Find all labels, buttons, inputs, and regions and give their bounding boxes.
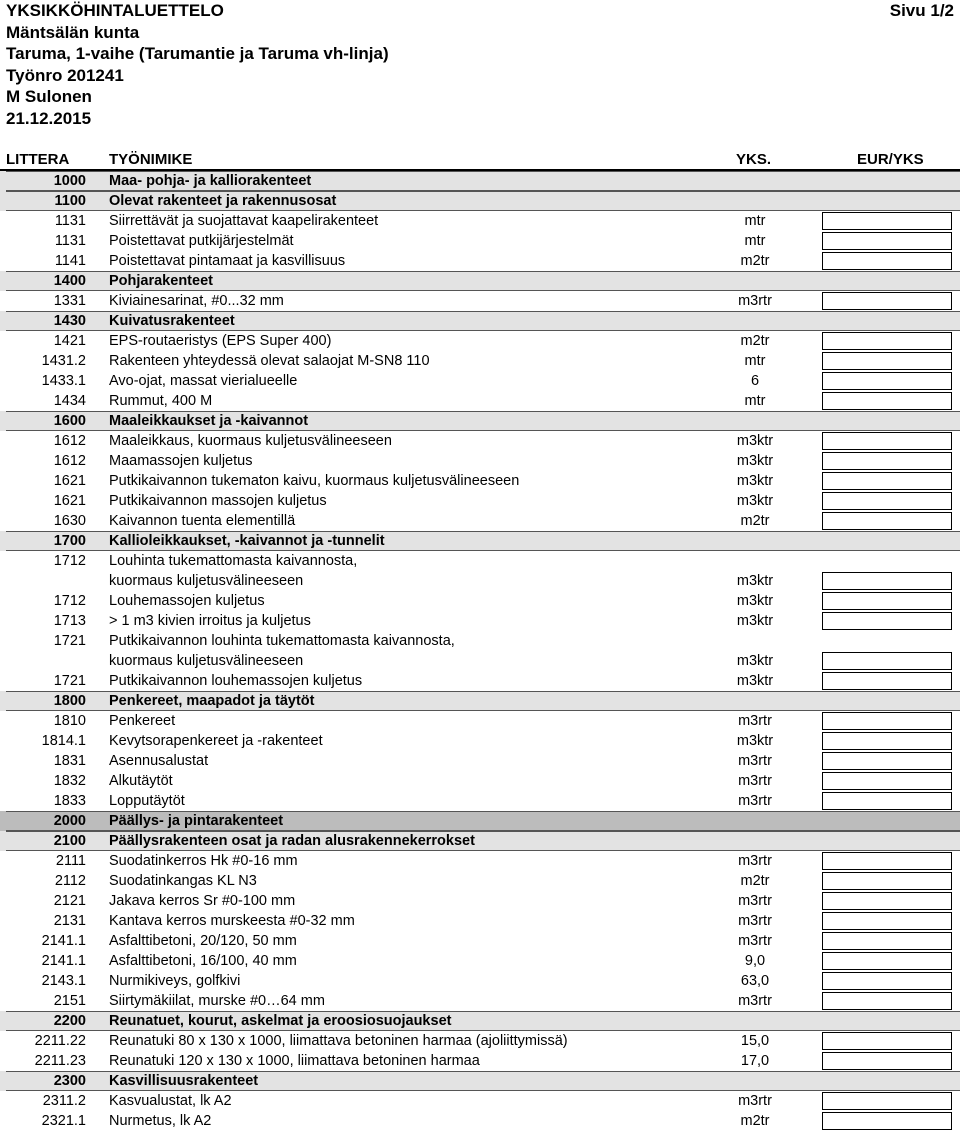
price-entry-box[interactable] — [822, 872, 952, 890]
row-name — [109, 491, 709, 511]
row-code: 1630 — [53, 513, 86, 529]
table-row — [0, 471, 960, 491]
price-entry-box[interactable] — [822, 252, 952, 270]
row-name-line: Jakava kerros Sr #0-100 mm — [109, 893, 296, 909]
row-unit: m3ktr — [736, 653, 774, 669]
row-name — [109, 431, 709, 451]
price-entry-box[interactable] — [822, 992, 952, 1010]
section-row — [0, 311, 960, 331]
row-code: 2000 — [53, 813, 86, 829]
row-code: 1141 — [54, 253, 86, 269]
row-code: 1131 — [54, 213, 86, 229]
row-name — [109, 531, 709, 551]
header-author: M Sulonen — [6, 87, 92, 107]
table-row — [0, 351, 960, 371]
price-entry-box[interactable] — [822, 652, 952, 670]
row-name — [109, 291, 709, 311]
row-code: 1712 — [53, 593, 86, 609]
row-name-line: Kallioleikkaukset, -kaivannot ja -tunnelit — [109, 533, 385, 549]
row-name — [109, 971, 709, 991]
row-unit: m2tr — [740, 1113, 770, 1129]
row-name — [109, 551, 709, 591]
row-name-line: Nurmikiveys, golfkivi — [109, 973, 241, 989]
row-name — [109, 211, 709, 231]
row-name-line: Louhinta tukemattomasta kaivannosta, — [109, 553, 358, 569]
row-code: 1331 — [53, 293, 86, 309]
table-row — [0, 451, 960, 471]
row-name-line: Maaleikkaukset ja -kaivannot — [109, 413, 309, 429]
section-row — [0, 411, 960, 431]
row-unit: mtr — [744, 393, 766, 409]
price-entry-box[interactable] — [822, 972, 952, 990]
row-code: 1814.1 — [41, 733, 86, 749]
row-unit: mtr — [744, 213, 766, 229]
table-row — [0, 211, 960, 231]
row-code: 1833 — [53, 793, 86, 809]
row-name — [109, 1111, 709, 1131]
row-name — [109, 331, 709, 351]
row-name — [109, 911, 709, 931]
table-row — [0, 491, 960, 511]
price-entry-box[interactable] — [822, 932, 952, 950]
table-row — [0, 551, 960, 591]
row-name-line: Rummut, 400 M — [109, 393, 213, 409]
row-unit: m3rtr — [738, 773, 772, 789]
price-entry-box[interactable] — [822, 452, 952, 470]
row-unit: m3ktr — [736, 433, 774, 449]
table-row — [0, 971, 960, 991]
row-name-line: Putkikaivannon louhemassojen kuljetus — [109, 673, 363, 689]
row-name — [109, 271, 709, 291]
column-header-code: LITTERA — [6, 151, 70, 168]
row-code: 1600 — [53, 413, 86, 429]
row-name — [109, 191, 709, 211]
row-code: 2151 — [53, 993, 86, 1009]
row-unit: 63,0 — [740, 973, 770, 989]
header-date: 21.12.2015 — [6, 108, 92, 128]
price-entry-box[interactable] — [822, 1032, 952, 1050]
row-unit: m3rtr — [738, 933, 772, 949]
row-code: 2321.1 — [41, 1113, 86, 1129]
row-name — [109, 1031, 709, 1051]
row-name — [109, 771, 709, 791]
row-code: 2131 — [53, 913, 86, 929]
row-name — [109, 991, 709, 1011]
table-row — [0, 251, 960, 271]
table-row — [0, 391, 960, 411]
price-entry-box[interactable] — [822, 672, 952, 690]
price-entry-box[interactable] — [822, 232, 952, 250]
price-table — [0, 171, 960, 1131]
table-row — [0, 291, 960, 311]
header-work-number: Työnro 201241 — [6, 65, 124, 85]
row-code: 1810 — [53, 713, 86, 729]
row-code: 1434 — [53, 393, 86, 409]
row-name — [109, 831, 709, 851]
row-name — [109, 411, 709, 431]
row-unit: m2tr — [740, 873, 770, 889]
row-name-line: Poistettavat putkijärjestelmät — [109, 233, 294, 249]
price-entry-box[interactable] — [822, 212, 952, 230]
row-code: 1800 — [53, 693, 86, 709]
row-name-line: Pohjarakenteet — [109, 273, 213, 289]
row-name — [109, 591, 709, 611]
row-name — [109, 751, 709, 771]
row-code: 1612 — [53, 453, 86, 469]
table-row — [0, 871, 960, 891]
table-row — [0, 231, 960, 251]
row-name — [109, 391, 709, 411]
row-name-line: Kevytsorapenkereet ja -rakenteet — [109, 733, 323, 749]
row-code: 1131 — [54, 233, 86, 249]
row-code: 1621 — [53, 473, 86, 489]
row-name-line: Maamassojen kuljetus — [109, 453, 253, 469]
row-code: 2143.1 — [41, 973, 86, 989]
table-row — [0, 711, 960, 731]
row-name — [109, 851, 709, 871]
row-name — [109, 1011, 709, 1031]
row-name-line-2: kuormaus kuljetusvälineeseen — [109, 653, 304, 669]
row-name-line: Penkereet, maapadot ja täytöt — [109, 693, 315, 709]
table-row — [0, 1051, 960, 1071]
row-code: 2211.22 — [34, 1033, 86, 1049]
row-name — [109, 371, 709, 391]
price-entry-box[interactable] — [822, 612, 952, 630]
table-row — [0, 671, 960, 691]
row-name-line: Putkikaivannon tukematon kaivu, kuormaus kuljetusvälineeseen — [109, 473, 520, 489]
row-name — [109, 171, 709, 191]
column-header-unit: YKS. — [736, 151, 772, 168]
column-header-price: EUR/YKS — [857, 151, 924, 168]
row-name-line: Louhemassojen kuljetus — [109, 593, 265, 609]
price-entry-box[interactable] — [822, 572, 952, 590]
row-code: 1421 — [53, 333, 86, 349]
table-row — [0, 791, 960, 811]
row-unit: m2tr — [740, 333, 770, 349]
table-row — [0, 1111, 960, 1131]
row-code: 1433.1 — [41, 373, 86, 389]
row-name-line: Avo-ojat, massat vierialueelle — [109, 373, 298, 389]
row-name-line-2: kuormaus kuljetusvälineeseen — [109, 573, 304, 589]
row-name-line: Putkikaivannon massojen kuljetus — [109, 493, 327, 509]
row-code: 2300 — [53, 1073, 86, 1089]
table-row — [0, 591, 960, 611]
section-row — [0, 1071, 960, 1091]
row-name-line: Kantava kerros murskeesta #0-32 mm — [109, 913, 355, 929]
row-name — [109, 1091, 709, 1111]
price-entry-box[interactable] — [822, 512, 952, 530]
row-name-line: Lopputäytöt — [109, 793, 185, 809]
row-unit: m2tr — [740, 253, 770, 269]
row-code: 1431.2 — [41, 353, 86, 369]
row-unit: m2tr — [740, 513, 770, 529]
price-entry-box[interactable] — [822, 952, 952, 970]
price-entry-box[interactable] — [822, 732, 952, 750]
table-row — [0, 611, 960, 631]
table-row — [0, 951, 960, 971]
section-row — [0, 531, 960, 551]
section-row — [0, 1011, 960, 1031]
row-code: 2121 — [53, 893, 86, 909]
row-name-line: Nurmetus, lk A2 — [109, 1113, 212, 1129]
row-unit: m3rtr — [738, 1093, 772, 1109]
row-name — [109, 1051, 709, 1071]
row-name — [109, 931, 709, 951]
price-entry-box[interactable] — [822, 392, 952, 410]
row-name — [109, 451, 709, 471]
price-entry-box[interactable] — [822, 752, 952, 770]
table-row — [0, 331, 960, 351]
row-code: 2112 — [54, 873, 86, 889]
row-name — [109, 631, 709, 671]
row-name — [109, 791, 709, 811]
row-name-line: Kiviainesarinat, #0...32 mm — [109, 293, 284, 309]
row-name-line: Päällys- ja pintarakenteet — [109, 813, 284, 829]
price-entry-box[interactable] — [822, 332, 952, 350]
row-name-line: Kaivannon tuenta elementillä — [109, 513, 296, 529]
price-entry-box[interactable] — [822, 432, 952, 450]
column-header-name: TYÖNIMIKE — [109, 151, 193, 168]
price-entry-box[interactable] — [822, 1112, 952, 1130]
row-name — [109, 471, 709, 491]
row-name — [109, 891, 709, 911]
table-row — [0, 851, 960, 871]
row-name — [109, 951, 709, 971]
row-unit: m3ktr — [736, 673, 774, 689]
row-code: 1721 — [53, 633, 86, 649]
row-code: 1000 — [53, 173, 86, 189]
row-code: 1713 — [53, 613, 86, 629]
table-row — [0, 371, 960, 391]
row-name-line: Suodatinkerros Hk #0-16 mm — [109, 853, 298, 869]
price-entry-box[interactable] — [822, 892, 952, 910]
row-unit: 9,0 — [744, 953, 766, 969]
row-name-line: Asennusalustat — [109, 753, 209, 769]
row-name — [109, 251, 709, 271]
row-name-line: EPS-routaeristys (EPS Super 400) — [109, 333, 332, 349]
row-name-line: Päällysrakenteen osat ja radan alusrakennekerrokset — [109, 833, 475, 849]
row-code: 2200 — [53, 1013, 86, 1029]
price-entry-box[interactable] — [822, 472, 952, 490]
row-code: 2311.2 — [42, 1093, 86, 1109]
row-code: 1700 — [53, 533, 86, 549]
price-entry-box[interactable] — [822, 592, 952, 610]
document-header — [6, 0, 389, 130]
row-name — [109, 511, 709, 531]
section-row — [0, 171, 960, 191]
row-name-line: Alkutäytöt — [109, 773, 173, 789]
row-unit: m3ktr — [736, 453, 774, 469]
row-unit: mtr — [744, 353, 766, 369]
row-name-line: Reunatuki 120 x 130 x 1000, liimattava betoninen harmaa — [109, 1053, 480, 1069]
row-code: 1400 — [53, 273, 86, 289]
row-code: 1612 — [53, 433, 86, 449]
row-unit: mtr — [744, 233, 766, 249]
row-unit: 6 — [750, 373, 760, 389]
table-row — [0, 931, 960, 951]
row-code: 1721 — [53, 673, 86, 689]
row-code: 1832 — [53, 773, 86, 789]
price-entry-box[interactable] — [822, 1052, 952, 1070]
table-row — [0, 731, 960, 751]
table-row — [0, 991, 960, 1011]
row-name-line: Penkereet — [109, 713, 176, 729]
row-unit: m3rtr — [738, 793, 772, 809]
price-entry-box[interactable] — [822, 492, 952, 510]
row-name-line: Maa- pohja- ja kalliorakenteet — [109, 173, 312, 189]
row-unit: m3rtr — [738, 713, 772, 729]
row-name-line: Olevat rakenteet ja rakennusosat — [109, 193, 337, 209]
row-name-line: Siirtymäkiilat, murske #0…64 mm — [109, 993, 325, 1009]
row-code: 2141.1 — [41, 933, 86, 949]
section-row — [0, 831, 960, 851]
row-name — [109, 671, 709, 691]
row-unit: m3ktr — [736, 573, 774, 589]
row-code: 1831 — [53, 753, 86, 769]
price-entry-box[interactable] — [822, 912, 952, 930]
row-unit: 15,0 — [740, 1033, 770, 1049]
row-code: 1621 — [53, 493, 86, 509]
row-name — [109, 1071, 709, 1091]
row-name-line: Kuivatusrakenteet — [109, 313, 235, 329]
row-code: 2211.23 — [34, 1053, 86, 1069]
column-headers — [0, 148, 960, 170]
page-number: Sivu 1/2 — [889, 1, 954, 20]
table-row — [0, 891, 960, 911]
section-row — [0, 691, 960, 711]
row-name — [109, 871, 709, 891]
header-title: YKSIKKÖHINTALUETTELO — [6, 1, 224, 20]
price-entry-box[interactable] — [822, 772, 952, 790]
row-code: 1100 — [54, 193, 86, 209]
row-unit: m3rtr — [738, 853, 772, 869]
row-name-line: Asfalttibetoni, 16/100, 40 mm — [109, 953, 297, 969]
row-name-line: Poistettavat pintamaat ja kasvillisuus — [109, 253, 346, 269]
row-unit: m3rtr — [738, 993, 772, 1009]
table-row — [0, 511, 960, 531]
price-entry-box[interactable] — [822, 372, 952, 390]
price-entry-box[interactable] — [822, 792, 952, 810]
row-unit: m3ktr — [736, 733, 774, 749]
table-row — [0, 771, 960, 791]
row-unit: m3rtr — [738, 913, 772, 929]
price-entry-box[interactable] — [822, 1092, 952, 1110]
row-name-line: Kasvualustat, lk A2 — [109, 1093, 232, 1109]
row-name-line: Maaleikkaus, kuormaus kuljetusvälineeseen — [109, 433, 392, 449]
row-unit: m3rtr — [738, 753, 772, 769]
table-row — [0, 631, 960, 671]
row-name-line: Siirrettävät ja suojattavat kaapelirakenteet — [109, 213, 379, 229]
section-row — [0, 811, 960, 831]
row-name — [109, 311, 709, 331]
row-name — [109, 611, 709, 631]
row-name-line: Kasvillisuusrakenteet — [109, 1073, 259, 1089]
row-name-line: Putkikaivannon louhinta tukemattomasta kaivannosta, — [109, 633, 455, 649]
table-row — [0, 431, 960, 451]
row-code: 1712 — [53, 553, 86, 569]
row-code: 2141.1 — [41, 953, 86, 969]
row-name — [109, 691, 709, 711]
row-name-line: Suodatinkangas KL N3 — [109, 873, 257, 889]
section-row — [0, 191, 960, 211]
row-name-line: Asfalttibetoni, 20/120, 50 mm — [109, 933, 297, 949]
row-name — [109, 231, 709, 251]
price-entry-box[interactable] — [822, 352, 952, 370]
row-code: 2111 — [55, 853, 86, 869]
header-municipality: Mäntsälän kunta — [6, 22, 140, 42]
row-unit: m3ktr — [736, 613, 774, 629]
table-row — [0, 1031, 960, 1051]
row-name — [109, 811, 709, 831]
table-row — [0, 751, 960, 771]
price-entry-box[interactable] — [822, 712, 952, 730]
row-unit: m3ktr — [736, 493, 774, 509]
row-unit: 17,0 — [740, 1053, 770, 1069]
row-name-line: > 1 m3 kivien irroitus ja kuljetus — [109, 613, 311, 629]
row-name — [109, 711, 709, 731]
price-entry-box[interactable] — [822, 292, 952, 310]
row-name — [109, 731, 709, 751]
row-name-line: Reunatuet, kourut, askelmat ja eroosiosuojaukset — [109, 1013, 452, 1029]
section-row — [0, 271, 960, 291]
header-project: Taruma, 1-vaihe (Tarumantie ja Taruma vh-linja) — [6, 44, 389, 64]
row-name-line: Reunatuki 80 x 130 x 1000, liimattava betoninen harmaa (ajoliittymissä) — [109, 1033, 568, 1049]
table-row — [0, 911, 960, 931]
row-code: 1430 — [53, 313, 86, 329]
row-unit: m3ktr — [736, 593, 774, 609]
row-unit: m3rtr — [738, 893, 772, 909]
row-unit: m3rtr — [738, 293, 772, 309]
row-name — [109, 351, 709, 371]
price-entry-box[interactable] — [822, 852, 952, 870]
row-name-line: Rakenteen yhteydessä olevat salaojat M-SN8 110 — [109, 353, 430, 369]
table-row — [0, 1091, 960, 1111]
row-unit: m3ktr — [736, 473, 774, 489]
row-code: 2100 — [53, 833, 86, 849]
